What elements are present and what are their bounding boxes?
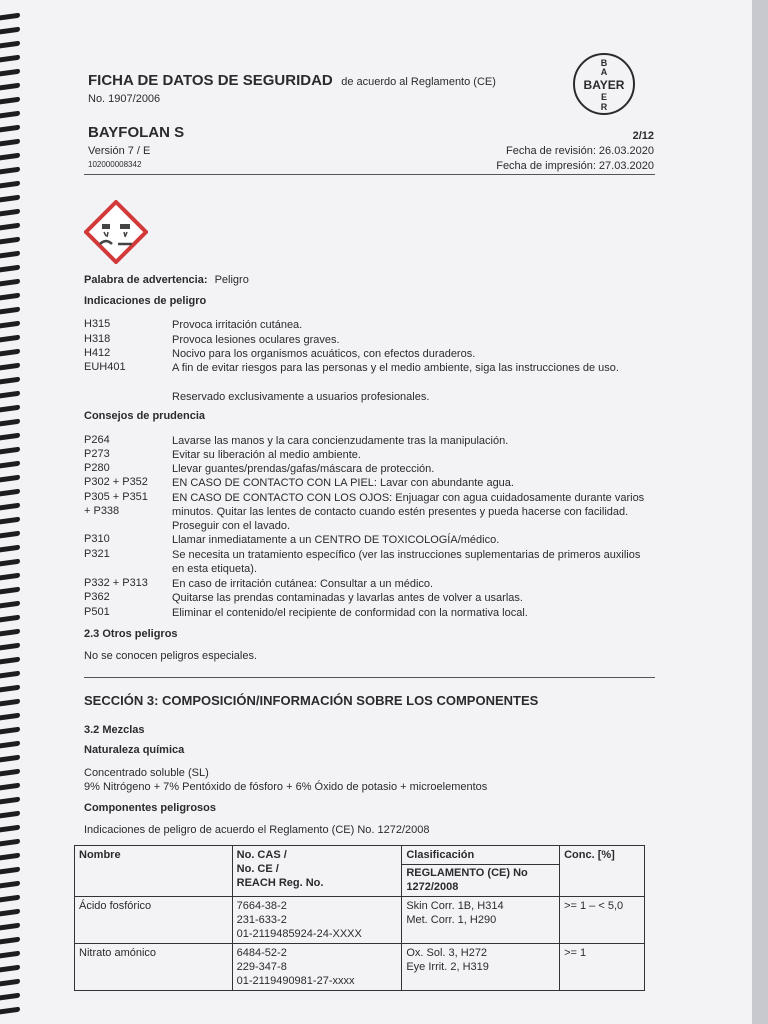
binding-ring: [0, 27, 20, 35]
svg-text:BAYER: BAYER: [583, 78, 625, 92]
binding-ring: [0, 181, 20, 189]
precaution-code: P362: [84, 591, 110, 603]
binding-ring: [0, 433, 20, 441]
cell-cas: 7664-38-2: [236, 900, 287, 912]
hazard-code: H412: [84, 347, 111, 359]
header-divider: [84, 174, 655, 175]
precaution-text: Eliminar el contenido/el recipiente de conformidad con la normativa local.: [172, 607, 528, 619]
bayer-logo: [572, 52, 636, 116]
binding-ring: [0, 391, 20, 399]
product-version: Versión 7 / E: [88, 145, 151, 157]
binding-ring: [0, 293, 20, 301]
binding-ring: [0, 321, 20, 329]
precaution-code: P310: [84, 533, 110, 545]
cell-cas: 6484-52-2: [236, 947, 287, 959]
precaution-text: Se necesita un tratamiento específico (ver las instrucciones suplementarias de primeros auxilios en esta etiqueta).: [172, 549, 641, 575]
binding-ring: [0, 979, 20, 987]
precaution-text: Quitarse las prendas contaminadas y lavarlas antes de volver a usarlas.: [172, 592, 523, 604]
svg-text:R: R: [600, 102, 608, 112]
precaution-code: P302 + P352: [84, 476, 148, 488]
other-hazards-text: No se conocen peligros especiales.: [84, 650, 258, 662]
binding-ring: [0, 1007, 20, 1015]
binding-ring: [0, 83, 20, 91]
binding-ring: [0, 909, 20, 917]
svg-text:E: E: [600, 92, 608, 102]
cell-conc: >= 1 – < 5,0: [560, 897, 645, 944]
table-row: [75, 897, 645, 944]
header-name: Nombre: [75, 846, 233, 897]
binding-ring: [0, 811, 20, 819]
chemical-nature-line: Concentrado soluble (SL): [84, 767, 209, 779]
document-title-suffix: de acuerdo al Reglamento (CE): [341, 76, 496, 88]
svg-text:A: A: [600, 67, 608, 77]
binding-ring: [0, 615, 20, 623]
binding-ring: [0, 447, 20, 455]
page-number: 2/12: [632, 130, 654, 142]
precaution-code-continued: + P338: [84, 505, 120, 517]
binding-ring: [0, 167, 20, 175]
precaution-code: P264: [84, 434, 110, 446]
hazard-code: H315: [84, 318, 111, 330]
binding-ring: [0, 699, 20, 707]
cell-reach: 01-2119485924-24-XXXX: [236, 928, 362, 940]
components-heading: Componentes peligrosos: [84, 802, 217, 814]
components-note: Indicaciones de peligro de acuerdo el Reglamento (CE) No. 1272/2008: [84, 824, 430, 836]
header-conc: Conc. [%]: [560, 846, 645, 897]
binding-ring: [0, 713, 20, 721]
document-title-line: [88, 72, 496, 90]
binding-ring: [0, 335, 20, 343]
binding-ring: [0, 923, 20, 931]
binding-ring: [0, 769, 20, 777]
binding-ring: [0, 517, 20, 525]
ghs-corrosion-icon: [84, 200, 148, 264]
cell-identifiers: [232, 897, 402, 944]
header-classification: [402, 846, 560, 897]
hazard-text: Provoca irritación cutánea.: [172, 319, 303, 331]
other-hazards-heading: 2.3 Otros peligros: [84, 628, 178, 640]
binding-ring: [0, 797, 20, 805]
binding-ring: [0, 13, 20, 21]
regulation-number: No. 1907/2006: [88, 93, 161, 105]
binding-ring: [0, 111, 20, 119]
binding-ring: [0, 951, 20, 959]
cell-class: Ox. Sol. 3, H272: [406, 947, 488, 959]
header-ce: No. CE /: [236, 863, 279, 875]
precautionary-heading: Consejos de prudencia: [84, 410, 206, 422]
cell-class: Eye Irrit. 2, H319: [406, 961, 489, 973]
binding-ring: [0, 559, 20, 567]
product-code: 102000008342: [88, 160, 142, 169]
header-cas: No. CAS /: [236, 849, 287, 861]
document-title: FICHA DE DATOS DE SEGURIDAD: [88, 72, 333, 89]
cell-ce: 231-633-2: [236, 914, 287, 926]
hazard-code: H318: [84, 333, 111, 345]
binding-ring: [0, 601, 20, 609]
precaution-text: Llevar guantes/prendas/gafas/máscara de protección.: [172, 463, 435, 475]
header-class-sub: REGLAMENTO (CE) No 1272/2008: [402, 864, 559, 894]
hazard-text: A fin de evitar riesgos para las personas y el medio ambiente, siga las instrucciones de uso.: [172, 362, 619, 374]
binding-ring: [0, 937, 20, 945]
cell-classification: [402, 944, 560, 991]
chemical-nature-heading: Naturaleza química: [84, 744, 185, 756]
binding-ring: [0, 251, 20, 259]
binding-ring: [0, 755, 20, 763]
binding-ring: [0, 993, 20, 1001]
page-edge: [752, 0, 768, 1024]
spiral-binding: [0, 0, 22, 1024]
hazard-code: EUH401: [84, 361, 126, 373]
binding-ring: [0, 545, 20, 553]
binding-ring: [0, 853, 20, 861]
binding-ring: [0, 531, 20, 539]
precaution-code: P332 + P313: [84, 577, 148, 589]
binding-ring: [0, 349, 20, 357]
binding-ring: [0, 685, 20, 693]
precaution-code: P280: [84, 462, 110, 474]
binding-ring: [0, 587, 20, 595]
precaution-text: EN CASO DE CONTACTO CON LA PIEL: Lavar con abundante agua.: [172, 477, 514, 489]
binding-ring: [0, 727, 20, 735]
signal-word-value: Peligro: [214, 274, 249, 286]
binding-ring: [0, 825, 20, 833]
binding-ring: [0, 419, 20, 427]
hazard-text: Nocivo para los organismos acuáticos, con efectos duraderos.: [172, 348, 476, 360]
binding-ring: [0, 237, 20, 245]
cell-class: Met. Corr. 1, H290: [406, 914, 497, 926]
precaution-code: P501: [84, 606, 110, 618]
signal-word-label: Palabra de advertencia:: [84, 274, 208, 286]
signal-word: [84, 274, 249, 286]
cell-name: Ácido fosfórico: [75, 897, 233, 944]
binding-ring: [0, 965, 20, 973]
table-row: [75, 944, 645, 991]
binding-ring: [0, 69, 20, 77]
precaution-text: Evitar su liberación al medio ambiente.: [172, 449, 361, 461]
cell-classification: [402, 897, 560, 944]
binding-ring: [0, 307, 20, 315]
binding-ring: [0, 265, 20, 273]
binding-ring: [0, 839, 20, 847]
precaution-text: Lavarse las manos y la cara concienzudamente tras la manipulación.: [172, 435, 509, 447]
binding-ring: [0, 363, 20, 371]
binding-ring: [0, 377, 20, 385]
print-date: Fecha de impresión: 27.03.2020: [496, 160, 654, 172]
binding-ring: [0, 209, 20, 217]
precaution-code: P305 + P351: [84, 491, 148, 503]
binding-ring: [0, 139, 20, 147]
chemical-nature-line: 9% Nitrógeno + 7% Pentóxido de fósforo + 6% Óxido de potasio + microelementos: [84, 781, 488, 793]
header-reach: REACH Reg. No.: [236, 877, 324, 889]
mixtures-heading: 3.2 Mezclas: [84, 724, 145, 736]
binding-ring: [0, 741, 20, 749]
hazard-heading: Indicaciones de peligro: [84, 295, 207, 307]
binding-ring: [0, 153, 20, 161]
binding-ring: [0, 41, 20, 49]
header-class: Clasificación: [406, 849, 475, 861]
precaution-text: Llamar inmediatamente a un CENTRO DE TOXICOLOGÍA/médico.: [172, 534, 500, 546]
hazard-text: Provoca lesiones oculares graves.: [172, 334, 340, 346]
svg-text:B: B: [600, 58, 608, 68]
binding-ring: [0, 489, 20, 497]
revision-date: Fecha de revisión: 26.03.2020: [506, 145, 654, 157]
precaution-text: En caso de irritación cutánea: Consultar a un médico.: [172, 578, 434, 590]
section3-heading: SECCIÓN 3: COMPOSICIÓN/INFORMACIÓN SOBRE LOS COMPONENTES: [84, 693, 539, 708]
binding-ring: [0, 895, 20, 903]
binding-ring: [0, 279, 20, 287]
hazard-text: Reservado exclusivamente a usuarios profesionales.: [172, 391, 430, 403]
binding-ring: [0, 657, 20, 665]
binding-ring: [0, 97, 20, 105]
binding-ring: [0, 195, 20, 203]
header-identifiers: [232, 846, 402, 897]
precaution-text: EN CASO DE CONTACTO CON LOS OJOS: Enjuagar con agua cuidadosamente durante varios minutos. Quitar las lentes de contacto cuando estén presentes y pueda hacerse con facilidad. Proseguir con el lavado.: [172, 492, 645, 532]
product-name: BAYFOLAN S: [88, 124, 185, 141]
cell-conc: >= 1: [560, 944, 645, 991]
precaution-code: P321: [84, 548, 110, 560]
binding-ring: [0, 223, 20, 231]
binding-ring: [0, 405, 20, 413]
binding-ring: [0, 629, 20, 637]
binding-ring: [0, 573, 20, 581]
binding-ring: [0, 867, 20, 875]
cell-class: Skin Corr. 1B, H314: [406, 900, 504, 912]
binding-ring: [0, 671, 20, 679]
cell-identifiers: [232, 944, 402, 991]
binding-ring: [0, 881, 20, 889]
binding-ring: [0, 125, 20, 133]
binding-ring: [0, 783, 20, 791]
binding-ring: [0, 503, 20, 511]
cell-reach: 01-2119490981-27-xxxx: [236, 975, 355, 987]
precaution-code: P273: [84, 448, 110, 460]
cell-name: Nitrato amónico: [75, 944, 233, 991]
binding-ring: [0, 643, 20, 651]
binding-ring: [0, 461, 20, 469]
binding-ring: [0, 55, 20, 63]
section-divider: [84, 677, 655, 678]
table-header-row: [75, 846, 645, 897]
cell-ce: 229-347-8: [236, 961, 287, 973]
components-table: [74, 845, 645, 991]
binding-ring: [0, 475, 20, 483]
